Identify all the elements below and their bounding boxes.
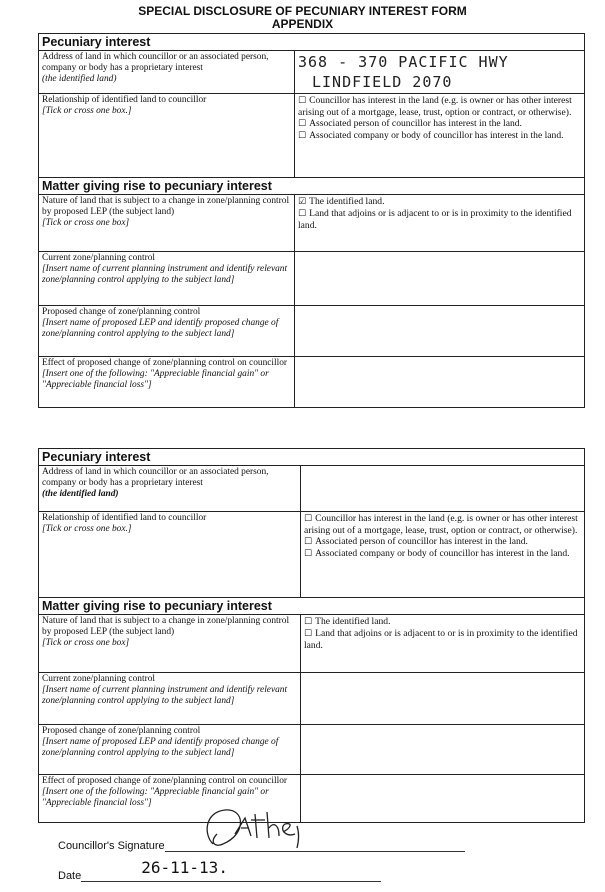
relationship-option-associated-company[interactable]: ☐ Associated company or body of councillor has interest in the land. <box>304 548 570 559</box>
relationship-note: [Tick or cross one box.] <box>42 106 132 116</box>
relationship-label-cell <box>39 94 295 178</box>
date-label: Date <box>58 870 82 882</box>
current-zone-label-cell <box>39 252 295 306</box>
relationship-option-associated-person[interactable]: ☐ Associated person of councillor has interest in the land. <box>298 118 522 129</box>
signature-row <box>58 838 465 852</box>
nature-options-cell <box>301 615 585 673</box>
current-zone-label: Current zone/planning control <box>42 253 155 263</box>
effect-note: [Insert one of the following: "Appreciable financial gain" or "Appreciable financial loss"] <box>42 369 269 390</box>
address-note: (the identified land) <box>42 489 119 499</box>
nature-options-cell <box>295 195 585 252</box>
signature-field[interactable] <box>165 838 465 852</box>
current-zone-label-cell <box>39 673 301 725</box>
relationship-label: Relationship of identified land to councillor <box>42 95 207 105</box>
checked-checkbox-icon[interactable]: ☑ <box>298 197 307 207</box>
checkbox-icon[interactable]: ☐ <box>298 209 307 219</box>
proposed-change-note: [Insert name of proposed LEP and identify proposed change of zone/planning control applying to the subject land] <box>42 737 279 758</box>
address-label: Address of land in which councillor or an associated person, company or body has a proprietary interest <box>42 52 269 73</box>
checkbox-icon[interactable]: ☐ <box>304 537 313 547</box>
date-field[interactable] <box>81 858 381 882</box>
effect-note: [Insert one of the following: "Appreciable financial gain" or "Appreciable financial loss"] <box>42 787 269 808</box>
disclosure-form-1 <box>38 33 585 408</box>
checkbox-icon[interactable]: ☐ <box>304 514 313 524</box>
section-matter-giving-rise: Matter giving rise to pecuniary interest <box>39 178 585 195</box>
nature-option-identified-land[interactable]: ☑ The identified land. <box>298 196 385 207</box>
relationship-options-cell <box>295 94 585 178</box>
address-value-cell[interactable] <box>301 466 585 512</box>
effect-value-cell[interactable] <box>295 357 585 408</box>
proposed-change-label: Proposed change of zone/planning control <box>42 726 201 736</box>
proposed-change-label: Proposed change of zone/planning control <box>42 307 201 317</box>
nature-label: Nature of land that is subject to a change in zone/planning control by proposed LEP (the subject land) <box>42 196 290 217</box>
nature-label-cell <box>39 615 301 673</box>
address-label-cell <box>39 466 301 512</box>
relationship-label-cell <box>39 512 301 598</box>
checkbox-icon[interactable]: ☐ <box>298 119 307 129</box>
effect-value-cell[interactable] <box>301 775 585 823</box>
address-label-cell <box>39 51 295 94</box>
address-label: Address of land in which councillor or an associated person, company or body has a proprietary interest <box>42 467 269 488</box>
proposed-change-label-cell <box>39 725 301 775</box>
current-zone-value-cell[interactable] <box>301 673 585 725</box>
address-value-line1: 368 - 370 PACIFIC HWY <box>298 53 509 71</box>
nature-note: [Tick or cross one box] <box>42 218 130 228</box>
disclosure-form-2 <box>38 448 585 823</box>
form-subtitle: APPENDIX <box>271 17 334 31</box>
address-note: (the identified land) <box>42 74 117 84</box>
nature-option-adjoining-land[interactable]: ☐ Land that adjoins or is adjacent to or is in proximity to the identified land. <box>298 208 572 231</box>
checkbox-icon[interactable]: ☐ <box>298 96 307 106</box>
relationship-option-councillor[interactable]: ☐ Councillor has interest in the land (e.g. is owner or has other interest arising out of a mortgage, lease, trust, option or contract, or otherwise). <box>304 513 578 536</box>
signature-label: Councillor's Signature <box>58 840 165 852</box>
nature-option-identified-land[interactable]: ☐ The identified land. <box>304 616 391 627</box>
effect-label: Effect of proposed change of zone/planning control on councillor <box>42 358 288 368</box>
section-pecuniary-interest: Pecuniary interest <box>39 449 585 466</box>
address-value-cell[interactable] <box>295 51 585 94</box>
date-value: 26-11-13. <box>141 858 228 877</box>
section-pecuniary-interest: Pecuniary interest <box>39 34 585 51</box>
section-matter-giving-rise: Matter giving rise to pecuniary interest <box>39 598 585 615</box>
proposed-change-label-cell <box>39 306 295 357</box>
address-value-line2: LINDFIELD 2070 <box>312 73 453 91</box>
handwritten-signature <box>195 804 315 850</box>
current-zone-value-cell[interactable] <box>295 252 585 306</box>
relationship-note: [Tick or cross one box.] <box>42 524 132 534</box>
proposed-change-value-cell[interactable] <box>301 725 585 775</box>
relationship-label: Relationship of identified land to councillor <box>42 513 207 523</box>
proposed-change-note: [Insert name of proposed LEP and identify proposed change of zone/planning control applying to the subject land] <box>42 318 279 339</box>
relationship-option-associated-company[interactable]: ☐ Associated company or body of councillor has interest in the land. <box>298 130 564 141</box>
checkbox-icon[interactable]: ☐ <box>304 549 313 559</box>
relationship-option-councillor[interactable]: ☐ Councillor has interest in the land (e.g. is owner or has other interest arising out of a mortgage, lease, trust, option or contract, or otherwise). <box>298 95 572 118</box>
effect-label-cell <box>39 357 295 408</box>
relationship-options-cell <box>301 512 585 598</box>
form-title: SPECIAL DISCLOSURE OF PECUNIARY INTEREST FORM <box>138 4 467 18</box>
nature-option-adjoining-land[interactable]: ☐ Land that adjoins or is adjacent to or is in proximity to the identified land. <box>304 628 578 651</box>
nature-label: Nature of land that is subject to a change in zone/planning control by proposed LEP (the subject land) <box>42 616 290 637</box>
checkbox-icon[interactable]: ☐ <box>304 629 313 639</box>
current-zone-note: [Insert name of current planning instrument and identify relevant zone/planning control applying to the subject land] <box>42 264 288 285</box>
date-row <box>58 858 381 882</box>
current-zone-note: [Insert name of current planning instrument and identify relevant zone/planning control applying to the subject land] <box>42 685 288 706</box>
relationship-option-associated-person[interactable]: ☐ Associated person of councillor has interest in the land. <box>304 536 528 547</box>
nature-note: [Tick or cross one box] <box>42 638 130 648</box>
checkbox-icon[interactable]: ☐ <box>298 131 307 141</box>
effect-label: Effect of proposed change of zone/planning control on councillor <box>42 776 288 786</box>
checkbox-icon[interactable]: ☐ <box>304 617 313 627</box>
nature-label-cell <box>39 195 295 252</box>
current-zone-label: Current zone/planning control <box>42 674 155 684</box>
proposed-change-value-cell[interactable] <box>295 306 585 357</box>
